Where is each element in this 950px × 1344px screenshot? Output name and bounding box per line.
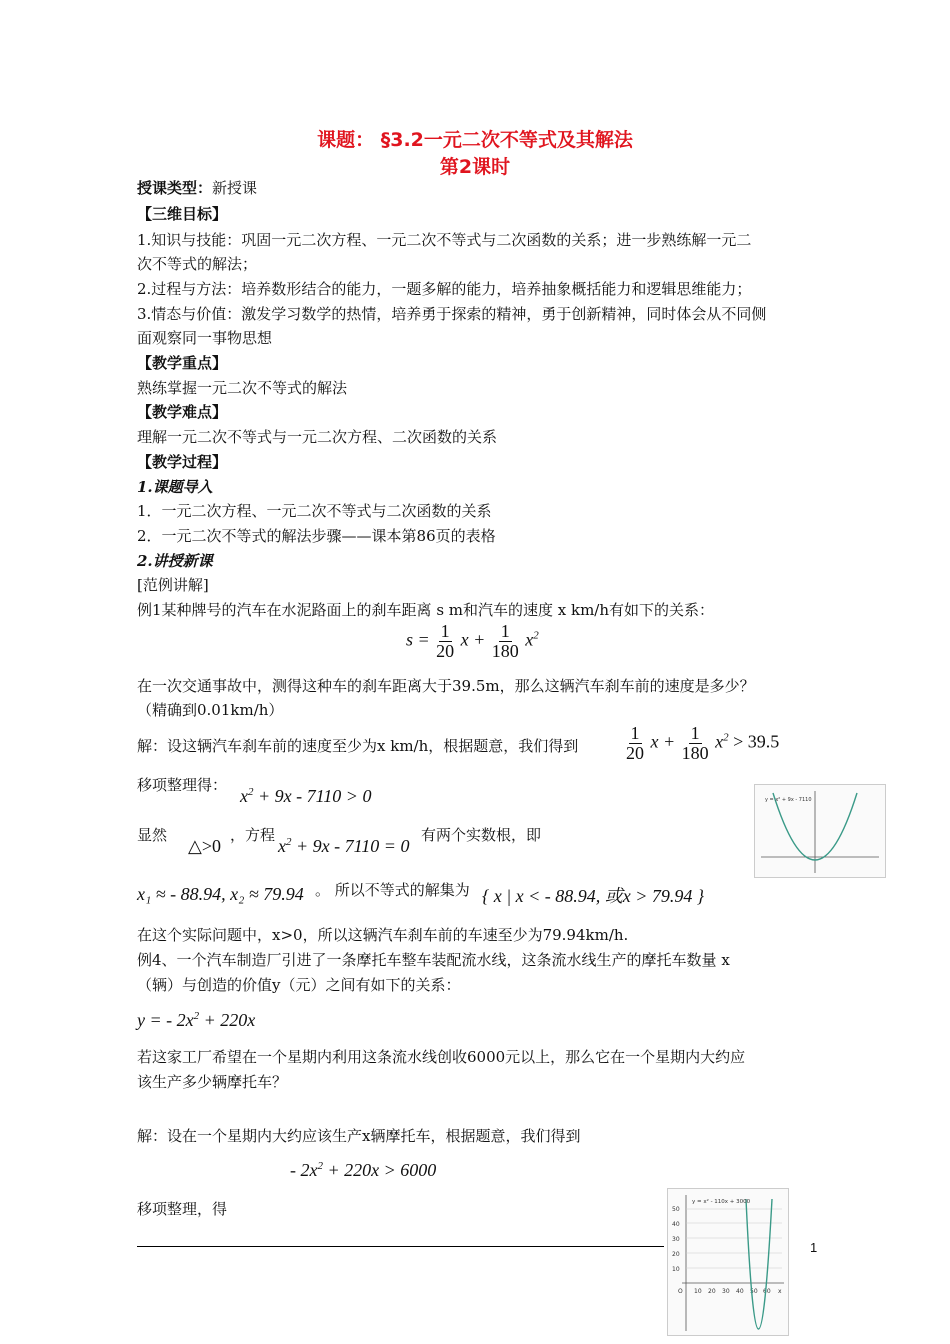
parabola-graph-1 bbox=[754, 784, 886, 878]
section-2-title: 2.讲授新课 bbox=[137, 552, 213, 570]
section-1-item-2: 2．一元二次不等式的解法步骤——课本第86页的表格 bbox=[137, 527, 496, 545]
section-1-item-1: 1．一元二次方程、一元二次不等式与二次函数的关系 bbox=[137, 502, 492, 520]
goal-1-line-1: 1.知识与技能：巩固一元二次方程、一元二次不等式与二次函数的关系；进一步熟练解一元二 bbox=[137, 231, 752, 249]
inequality-exponent: 2 bbox=[723, 731, 729, 744]
y-tick-30: 30 bbox=[672, 1236, 680, 1243]
obviously-label: 显然 bbox=[137, 826, 168, 844]
rearranged-rest: + 9x - 7110 > 0 bbox=[258, 786, 372, 806]
graph-2-label: y = x² - 110x + 3000 bbox=[692, 1199, 751, 1205]
equation-var: x bbox=[278, 836, 286, 856]
example-1-inequality bbox=[624, 724, 779, 763]
example-4-rearrange: 移项整理，得 bbox=[137, 1200, 228, 1218]
x-axis-label: x bbox=[778, 1288, 782, 1295]
parabola-1-svg bbox=[755, 785, 885, 877]
inequality-main: - 2x bbox=[290, 1160, 318, 1180]
x-tick-40: 40 bbox=[736, 1288, 744, 1295]
formula-exponent: 2 bbox=[193, 1010, 200, 1022]
fraction-1-180 bbox=[682, 724, 709, 763]
example-1-question-1: 在一次交通事故中，测得这种车的刹车距离大于39.5m，那么这辆汽车刹车前的速度是多少？ bbox=[137, 677, 755, 695]
lesson-type-value: 新授课 bbox=[212, 179, 258, 197]
formula-var-2: x bbox=[525, 629, 534, 650]
parabola-graph-2 bbox=[667, 1188, 789, 1336]
inequality-var-1: x + bbox=[650, 731, 676, 752]
inequality-rest: + 220x > 6000 bbox=[327, 1160, 437, 1180]
x-tick-20: 20 bbox=[708, 1288, 716, 1295]
example-1-formula bbox=[406, 622, 539, 661]
inequality-var-2: x bbox=[715, 731, 724, 752]
formula-main: y = - 2x bbox=[137, 1010, 194, 1030]
rearrange-label: 移项整理得： bbox=[137, 776, 228, 794]
page-subtitle: 第2课时 bbox=[439, 156, 511, 178]
formula-tail: + 220x bbox=[203, 1010, 256, 1030]
quadratic-equation bbox=[278, 836, 409, 857]
formula-var-1: x + bbox=[460, 629, 486, 650]
equation-label: ，方程 bbox=[230, 826, 276, 844]
x-tick-10: 10 bbox=[694, 1288, 702, 1295]
rearranged-var: x bbox=[240, 786, 248, 806]
parabola-curve bbox=[746, 1199, 772, 1329]
goal-3-line-1: 3.情态与价值：激发学习数学的热情，培养勇于探索的精神，勇于创新精神，同时体会从不同侧 bbox=[137, 305, 767, 323]
page-title: 课题： §3.2一元二次不等式及其解法 bbox=[317, 129, 633, 151]
footer-divider bbox=[137, 1246, 664, 1247]
lesson-type bbox=[137, 178, 257, 198]
goal-3-line-2: 面观察同一事物思想 bbox=[137, 329, 273, 347]
fraction-numerator: 1 bbox=[630, 723, 640, 743]
x-tick-origin: O bbox=[678, 1288, 683, 1295]
formula-exponent: 2 bbox=[533, 629, 539, 642]
formula-lhs: s = bbox=[406, 629, 430, 650]
fraction-denominator: 20 bbox=[436, 641, 455, 661]
roots-tail: 。 所以不等式的解集为 bbox=[315, 881, 470, 899]
example-4-intro-1: 例4、一个汽车制造厂引进了一条摩托车整车装配流水线，这条流水线生产的摩托车数量 x bbox=[137, 951, 730, 969]
difficulty-text: 理解一元二次不等式与一元二次方程、二次函数的关系 bbox=[137, 428, 498, 446]
difficulty-header: 【教学难点】 bbox=[137, 403, 228, 421]
section-1-title: 1.课题导入 bbox=[137, 478, 213, 496]
fraction-numerator: 1 bbox=[690, 723, 700, 743]
graph-1-label: y = x² + 9x - 7110 bbox=[765, 797, 812, 803]
rearranged-inequality bbox=[240, 786, 371, 807]
solution-set: { x | x < - 88.94, 或x > 79.94 } bbox=[482, 886, 705, 906]
fraction-denominator: 180 bbox=[681, 743, 709, 763]
y-tick-10: 10 bbox=[672, 1266, 680, 1273]
x-tick-50: 50 bbox=[750, 1288, 758, 1295]
example-1-conclusion: 在这个实际问题中，x>0，所以这辆汽车刹车前的车速至少为79.94km/h. bbox=[137, 926, 629, 944]
two-roots-text: 有两个实数根，即 bbox=[421, 826, 542, 844]
page-number: 1 bbox=[810, 1240, 818, 1255]
equation-rest: + 9x - 7110 = 0 bbox=[296, 836, 410, 856]
fraction-1-20 bbox=[626, 724, 644, 763]
fraction-denominator: 20 bbox=[626, 743, 644, 763]
key-point-text: 熟练掌握一元二次不等式的解法 bbox=[137, 379, 348, 397]
example-4-solution: 解：设在一个星期内大约应该生产x辆摩托车，根据题意，我们得到 bbox=[137, 1127, 581, 1145]
rearranged-exponent: 2 bbox=[248, 786, 254, 798]
examples-label: [范例讲解] bbox=[137, 576, 209, 594]
goal-1-line-2: 次不等式的解法； bbox=[137, 255, 258, 273]
example-4-intro-2: （辆）与创造的价值y（元）之间有如下的关系： bbox=[137, 976, 461, 994]
example-1-question-2: （精确到0.01km/h） bbox=[137, 701, 284, 719]
fraction-numerator: 1 bbox=[500, 621, 510, 641]
equation-exponent: 2 bbox=[286, 836, 292, 848]
lesson-type-label: 授课类型： bbox=[137, 179, 213, 197]
goals-header: 【三维目标】 bbox=[137, 205, 228, 223]
fraction-1-20 bbox=[436, 622, 454, 661]
example-4-inequality bbox=[290, 1160, 436, 1181]
example-1-solution: 解：设这辆汽车刹车前的速度至少为x km/h，根据题意，我们得到 bbox=[137, 737, 579, 755]
y-tick-50: 50 bbox=[672, 1206, 680, 1213]
x-tick-60: 60 bbox=[763, 1288, 771, 1295]
fraction-numerator: 1 bbox=[440, 621, 450, 641]
grid-lines bbox=[686, 1209, 782, 1268]
roots-values: x₁ ≈ - 88.94, x₂ ≈ 79.94 bbox=[137, 884, 304, 904]
y-tick-40: 40 bbox=[672, 1221, 680, 1228]
example-1-intro: 例1某种牌号的汽车在水泥路面上的刹车距离 s m和汽车的速度 x km/h有如下的关系： bbox=[137, 601, 715, 619]
example-4-question-1: 若这家工厂希望在一个星期内利用这条流水线创收6000元以上，那么它在一个星期内大约应 bbox=[137, 1048, 746, 1066]
inequality-tail: > 39.5 bbox=[733, 731, 780, 752]
delta-condition: △>0 bbox=[188, 836, 221, 856]
example-4-formula bbox=[137, 1010, 255, 1031]
y-tick-20: 20 bbox=[672, 1251, 680, 1258]
fraction-1-180 bbox=[492, 622, 519, 661]
goal-2: 2.过程与方法：培养数形结合的能力，一题多解的能力，培养抽象概括能力和逻辑思维能力； bbox=[137, 280, 752, 298]
key-point-header: 【教学重点】 bbox=[137, 354, 228, 372]
process-header: 【教学过程】 bbox=[137, 453, 228, 471]
example-4-question-2: 该生产多少辆摩托车？ bbox=[137, 1073, 288, 1091]
inequality-exponent: 2 bbox=[317, 1160, 323, 1172]
fraction-denominator: 180 bbox=[491, 641, 519, 661]
parabola-2-svg bbox=[668, 1189, 788, 1335]
x-tick-30: 30 bbox=[722, 1288, 730, 1295]
